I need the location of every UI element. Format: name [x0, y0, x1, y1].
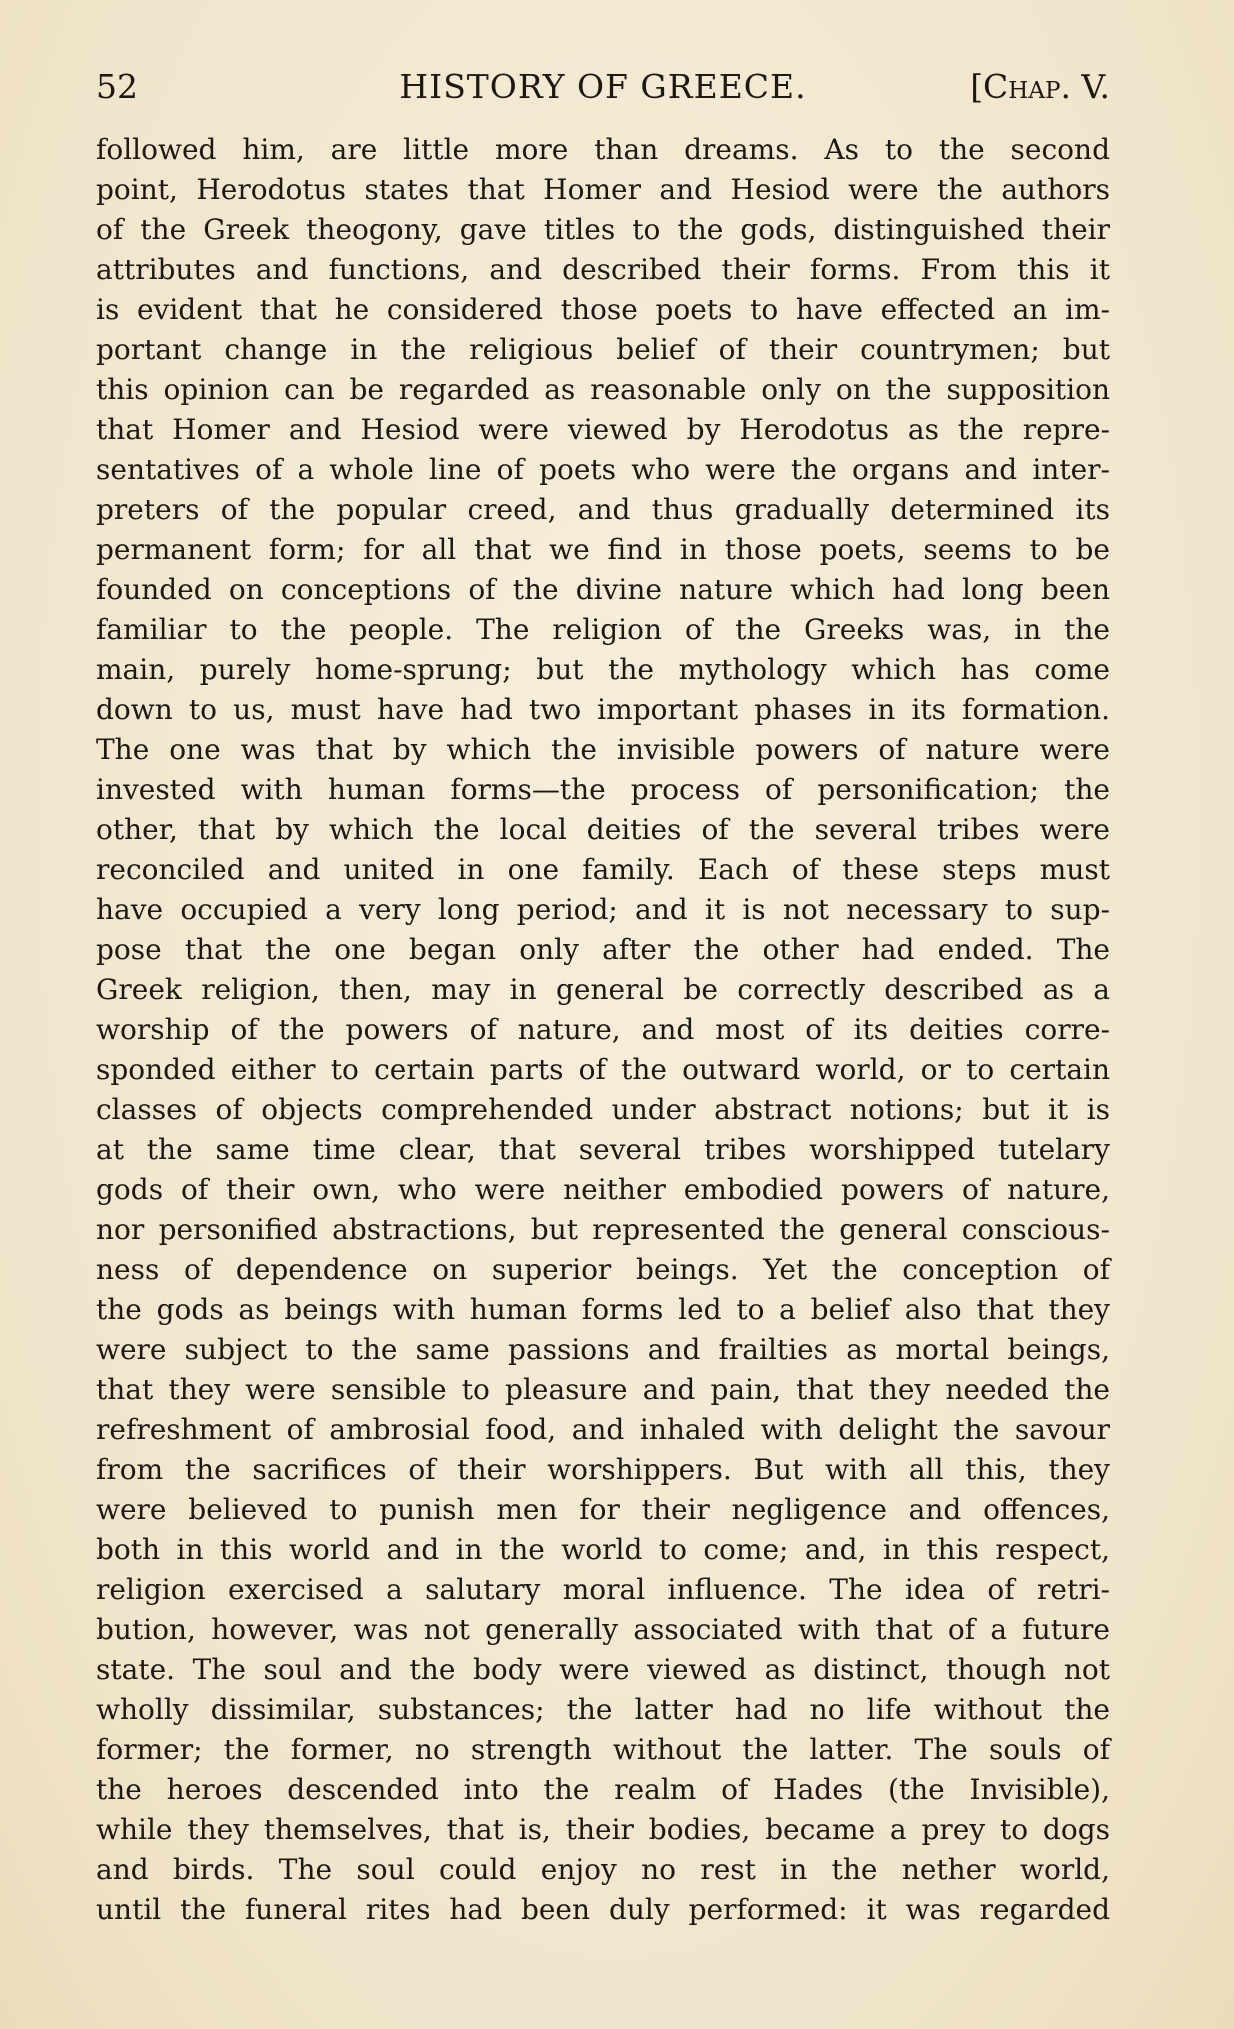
text-line: former; the former, no strength without the latter. The souls of [96, 1733, 1110, 1766]
text-line: state. The soul and the body were viewed as distinct, though not [96, 1653, 1110, 1686]
text-line: preters of the popular creed, and thus gradually determined its [96, 493, 1110, 526]
text-line: until the funeral rites had been duly performed: it was regarded [96, 1893, 1110, 1926]
text-line: is evident that he considered those poets to have effected an im- [96, 293, 1110, 326]
text-line: attributes and functions, and described their forms. From this it [96, 253, 1110, 286]
text-line: Greek religion, then, may in general be correctly described as a [96, 973, 1110, 1006]
text-line: pose that the one began only after the other had ended. The [96, 933, 1110, 966]
text-line: main, purely home-sprung; but the mythology which has come [96, 653, 1110, 686]
text-line: were subject to the same passions and frailties as mortal beings, [96, 1333, 1110, 1366]
text-line: reconciled and united in one family. Each of these steps must [96, 853, 1110, 886]
text-line: other, that by which the local deities of the several tribes were [96, 813, 1110, 846]
text-line: nor personified abstractions, but represented the general conscious- [96, 1213, 1110, 1246]
text-line: gods of their own, who were neither embodied powers of nature, [96, 1173, 1110, 1206]
text-line: the heroes descended into the realm of Hades (the Invisible), [96, 1773, 1110, 1806]
text-line: from the sacrifices of their worshippers. But with all this, they [96, 1453, 1110, 1486]
text-line: wholly dissimilar, substances; the latter had no life without the [96, 1693, 1110, 1726]
body-text [96, 130, 1110, 1930]
text-line: worship of the powers of nature, and most of its deities corre- [96, 1013, 1110, 1046]
text-line: down to us, must have had two important phases in its formation. [96, 693, 1110, 726]
book-title: HISTORY OF GREECE. [399, 67, 807, 106]
text-line: that they were sensible to pleasure and pain, that they needed the [96, 1373, 1110, 1406]
text-line: invested with human forms—the process of personification; the [96, 773, 1110, 806]
text-line: permanent form; for all that we find in those poets, seems to be [96, 533, 1110, 566]
text-line: sentatives of a whole line of poets who were the organs and inter- [96, 453, 1110, 486]
text-line: ness of dependence on superior beings. Yet the conception of [96, 1253, 1110, 1286]
text-line: were believed to punish men for their negligence and offences, [96, 1493, 1110, 1526]
running-head [96, 62, 1110, 112]
text-line: The one was that by which the invisible powers of nature were [96, 733, 1110, 766]
text-line: have occupied a very long period; and it is not necessary to sup- [96, 893, 1110, 926]
text-line: this opinion can be regarded as reasonable only on the supposition [96, 373, 1110, 406]
text-line: familiar to the people. The religion of the Greeks was, in the [96, 613, 1110, 646]
text-line: sponded either to certain parts of the outward world, or to certain [96, 1053, 1110, 1086]
text-line: portant change in the religious belief of their countrymen; but [96, 333, 1110, 366]
text-line: point, Herodotus states that Homer and Hesiod were the authors [96, 173, 1110, 206]
text-line: followed him, are little more than dreams. As to the second [96, 133, 1110, 166]
text-line: religion exercised a salutary moral influence. The idea of retri- [96, 1573, 1110, 1606]
text-line: refreshment of ambrosial food, and inhaled with delight the savour [96, 1413, 1110, 1446]
text-line: classes of objects comprehended under abstract notions; but it is [96, 1093, 1110, 1126]
text-line: the gods as beings with human forms led to a belief also that they [96, 1293, 1110, 1326]
text-line: of the Greek theogony, gave titles to the gods, distinguished their [96, 213, 1110, 246]
text-line: that Homer and Hesiod were viewed by Herodotus as the repre- [96, 413, 1110, 446]
text-line: founded on conceptions of the divine nature which had long been [96, 573, 1110, 606]
text-line: and birds. The soul could enjoy no rest in the nether world, [96, 1853, 1110, 1886]
text-line: at the same time clear, that several tribes worshipped tutelary [96, 1133, 1110, 1166]
page-number: 52 [96, 67, 138, 106]
chapter-reference: [Chap. V. [970, 67, 1110, 106]
text-line: both in this world and in the world to come; and, in this respect, [96, 1533, 1110, 1566]
text-line: while they themselves, that is, their bodies, became a prey to dogs [96, 1813, 1110, 1846]
text-line: bution, however, was not generally associated with that of a future [96, 1613, 1110, 1646]
